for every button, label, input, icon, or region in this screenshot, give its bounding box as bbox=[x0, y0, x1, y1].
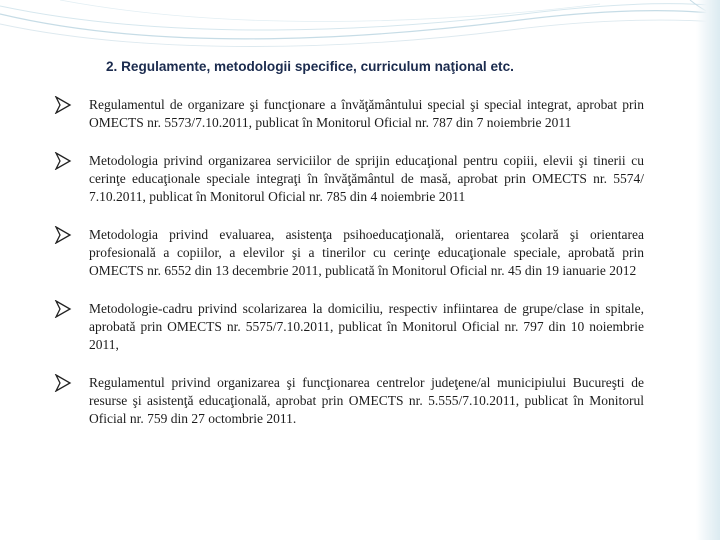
arrow-bullet-icon bbox=[54, 152, 72, 170]
regulations-list bbox=[54, 96, 644, 448]
list-item bbox=[54, 374, 644, 428]
decorative-wave-lines bbox=[0, 0, 720, 62]
arrow-bullet-icon bbox=[54, 300, 72, 318]
list-item-text: Regulamentul de organizare şi funcţionare a învăţământului special şi special integrat, aprobat prin OMECTS nr. 5573/7.10.2011, publicat în Monitorul Oficial nr. 787 din 7 noiembrie 2011 bbox=[89, 97, 644, 130]
list-item-text: Metodologia privind evaluarea, asistenţa psihoeducaţională, orientarea şcolară şi orientarea profesională a copiilor, a elevilor şi a tinerilor cu cerinţe educaţionale speciale, aprobată prin OMECTS nr. 6552 din 13 decembrie 2011, publicată în Monitorul Oficial nr. 45 din 19 ianuarie 2012 bbox=[89, 227, 644, 278]
page-title: 2. Regulamente, metodologii specifice, curriculum naţional etc. bbox=[106, 59, 514, 74]
list-item-text: Metodologie-cadru privind scolarizarea la domiciliu, respectiv infiintarea de grupe/clase in spitale, aprobată prin OMECTS nr. 5575/7.10.2011, publicat în Monitorul Oficial nr. 797 din 10 noiembrie 2011, bbox=[89, 301, 644, 352]
list-item bbox=[54, 300, 644, 354]
list-item bbox=[54, 226, 644, 280]
list-item-text: Regulamentul privind organizarea şi funcţionarea centrelor judeţene/al municipiului Bucureşti de resurse şi asistenţă educaţională, aprobat prin OMECTS nr. 5.555/7.10.2011, publicat în Monitorul Oficial nr. 759 din 27 octombrie 2011. bbox=[89, 375, 644, 426]
arrow-bullet-icon bbox=[54, 96, 72, 114]
list-item bbox=[54, 152, 644, 206]
decorative-right-gradient bbox=[696, 0, 720, 540]
arrow-bullet-icon bbox=[54, 374, 72, 392]
list-item bbox=[54, 96, 644, 132]
arrow-bullet-icon bbox=[54, 226, 72, 244]
list-item-text: Metodologia privind organizarea serviciilor de sprijin educaţional pentru copiii, elevii şi tinerii cu cerinţe educaţionale speciale integraţi în învăţământul de masă, aprobat prin OMECTS nr. 5574/ 7.10.2011, publicat în Monitorul Oficial nr. 785 din 4 noiembrie 2011 bbox=[89, 153, 644, 204]
